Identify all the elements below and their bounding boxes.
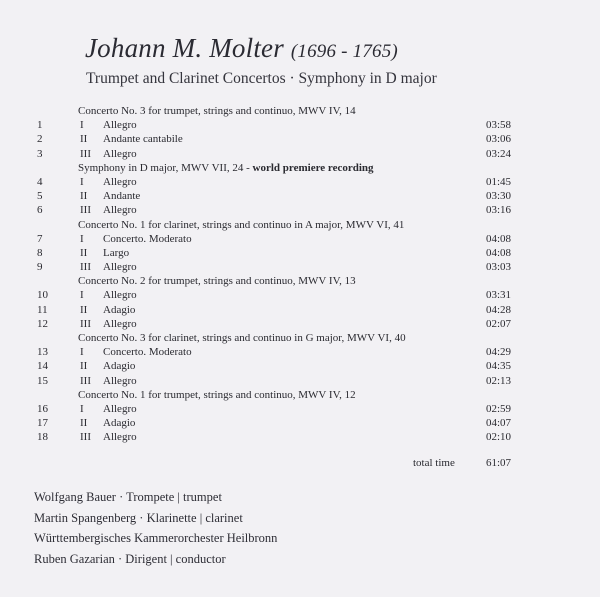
movement-name: Adagio [103, 360, 136, 373]
movement-number: II [80, 246, 88, 259]
track-number: 16 [37, 402, 48, 415]
work-heading [0, 388, 600, 402]
track-duration: 03:16 [485, 204, 511, 217]
movement-number: III [80, 204, 91, 217]
track-number: 2 [37, 133, 43, 146]
premiere-note: world premiere recording [252, 161, 374, 174]
work-title [78, 104, 356, 118]
work-heading [0, 218, 600, 232]
movement-name: Largo [103, 246, 130, 259]
movement-number: II [80, 360, 88, 373]
track-number: 1 [37, 119, 43, 132]
track-duration: 03:03 [485, 261, 511, 274]
movement-name: Allegro [103, 204, 137, 217]
track-row [0, 175, 600, 189]
movement-name: Concerto. Moderato [103, 232, 192, 245]
work-title-text: Concerto No. 3 for clarinet, strings and continuo in G major, MWV VI, 40 [78, 332, 406, 344]
track-number: 11 [37, 303, 48, 316]
composer-name: Johann M. Molter [85, 33, 284, 63]
track-row [0, 416, 600, 430]
work-title-text: Concerto No. 1 for trumpet, strings and continuo, MWV IV, 12 [78, 388, 356, 401]
track-row [0, 260, 600, 274]
track-number: 15 [37, 374, 48, 387]
page-title [85, 33, 398, 64]
album-subtitle: Trumpet and Clarinet Concertos · Symphony in D major [86, 70, 437, 87]
track-row [0, 132, 600, 146]
track-duration: 04:35 [485, 360, 511, 373]
work-title-text: Concerto No. 1 for clarinet, strings and continuo in A major, MWV VI, 41 [78, 218, 405, 231]
work-title-text: Concerto No. 2 for trumpet, strings and continuo, MWV IV, 13 [78, 275, 356, 288]
movement-number: II [80, 133, 88, 146]
movement-number: III [80, 261, 91, 274]
track-duration: 04:07 [485, 417, 511, 430]
movement-name: Allegro [103, 289, 137, 302]
track-duration: 03:24 [485, 147, 511, 160]
total-time-label: total time [413, 457, 455, 469]
track-duration: 04:08 [485, 232, 511, 245]
track-row [0, 374, 600, 388]
track-duration: 01:45 [485, 175, 511, 188]
track-row [0, 203, 600, 217]
movement-number: II [80, 303, 88, 316]
movement-name: Allegro [103, 431, 137, 444]
track-number: 5 [37, 190, 43, 203]
track-number: 13 [37, 346, 48, 359]
movement-name: Allegro [103, 402, 137, 415]
credits [34, 487, 277, 569]
track-duration: 03:58 [485, 119, 511, 132]
movement-number: I [80, 175, 84, 188]
work-heading [0, 104, 600, 118]
work-title [78, 218, 404, 232]
track-number: 4 [37, 175, 43, 188]
movement-number: I [80, 402, 84, 415]
movement-number: I [80, 232, 84, 245]
credit-line: Ruben Gazarian · Dirigent | conductor [34, 551, 226, 566]
work-heading [0, 161, 600, 175]
track-row [0, 232, 600, 246]
work-title [78, 161, 374, 175]
movement-name: Allegro [103, 147, 137, 160]
tracklist [0, 104, 600, 445]
track-duration: 02:59 [485, 402, 511, 415]
work-title [78, 331, 406, 345]
movement-name: Allegro [103, 175, 137, 188]
track-duration: 02:10 [485, 431, 511, 444]
track-duration: 04:29 [485, 346, 511, 359]
track-row [0, 147, 600, 161]
track-duration: 03:30 [485, 190, 511, 203]
work-title-text: Symphony in D major, MWV VII, 24 - [78, 161, 253, 174]
track-number: 9 [37, 261, 43, 274]
total-time-value: 61:07 [485, 457, 511, 469]
track-number: 12 [37, 317, 48, 330]
track-number: 14 [37, 360, 48, 373]
track-number: 3 [37, 147, 43, 160]
track-duration: 02:13 [485, 374, 511, 387]
movement-number: III [80, 374, 91, 387]
track-number: 18 [37, 431, 48, 444]
track-row [0, 345, 600, 359]
track-duration: 04:28 [485, 303, 511, 316]
work-heading [0, 331, 600, 345]
work-title-text: Concerto No. 3 for trumpet, strings and continuo, MWV IV, 14 [78, 105, 356, 117]
track-duration: 03:31 [485, 289, 511, 302]
work-title [78, 388, 356, 402]
movement-name: Andante cantabile [103, 133, 183, 146]
track-row [0, 118, 600, 132]
movement-name: Allegro [103, 317, 137, 330]
track-row [0, 430, 600, 444]
credit-line: Martin Spangenberg · Klarinette | clarinet [34, 510, 243, 525]
movement-number: III [80, 317, 91, 330]
track-number: 17 [37, 417, 48, 430]
movement-number: III [80, 431, 91, 444]
work-title [78, 274, 356, 288]
work-heading [0, 274, 600, 288]
track-duration: 03:06 [485, 133, 511, 146]
credit-line: Württembergisches Kammerorchester Heilbronn [34, 531, 278, 545]
track-number: 8 [37, 246, 43, 259]
movement-name: Adagio [103, 303, 136, 316]
track-number: 7 [37, 232, 43, 245]
track-duration: 04:08 [485, 246, 511, 259]
movement-name: Andante [103, 190, 141, 203]
track-row [0, 359, 600, 373]
movement-number: I [80, 119, 84, 132]
total-time [0, 456, 600, 471]
track-row [0, 189, 600, 203]
movement-number: III [80, 147, 91, 160]
track-row [0, 303, 600, 317]
movement-name: Allegro [103, 119, 137, 132]
movement-number: II [80, 417, 88, 430]
track-row [0, 246, 600, 260]
track-row [0, 288, 600, 302]
track-duration: 02:07 [485, 317, 511, 330]
movement-number: I [80, 346, 84, 359]
track-row [0, 402, 600, 416]
credit-line: Wolfgang Bauer · Trompete | trumpet [34, 490, 222, 504]
track-row [0, 317, 600, 331]
movement-number: I [80, 289, 84, 302]
track-number: 6 [37, 204, 43, 217]
movement-number: II [80, 190, 88, 203]
composer-years: (1696 - 1765) [290, 41, 398, 62]
movement-name: Allegro [103, 374, 137, 387]
movement-name: Adagio [103, 417, 136, 430]
track-number: 10 [37, 289, 48, 302]
movement-name: Concerto. Moderato [103, 346, 192, 359]
movement-name: Allegro [103, 261, 137, 274]
